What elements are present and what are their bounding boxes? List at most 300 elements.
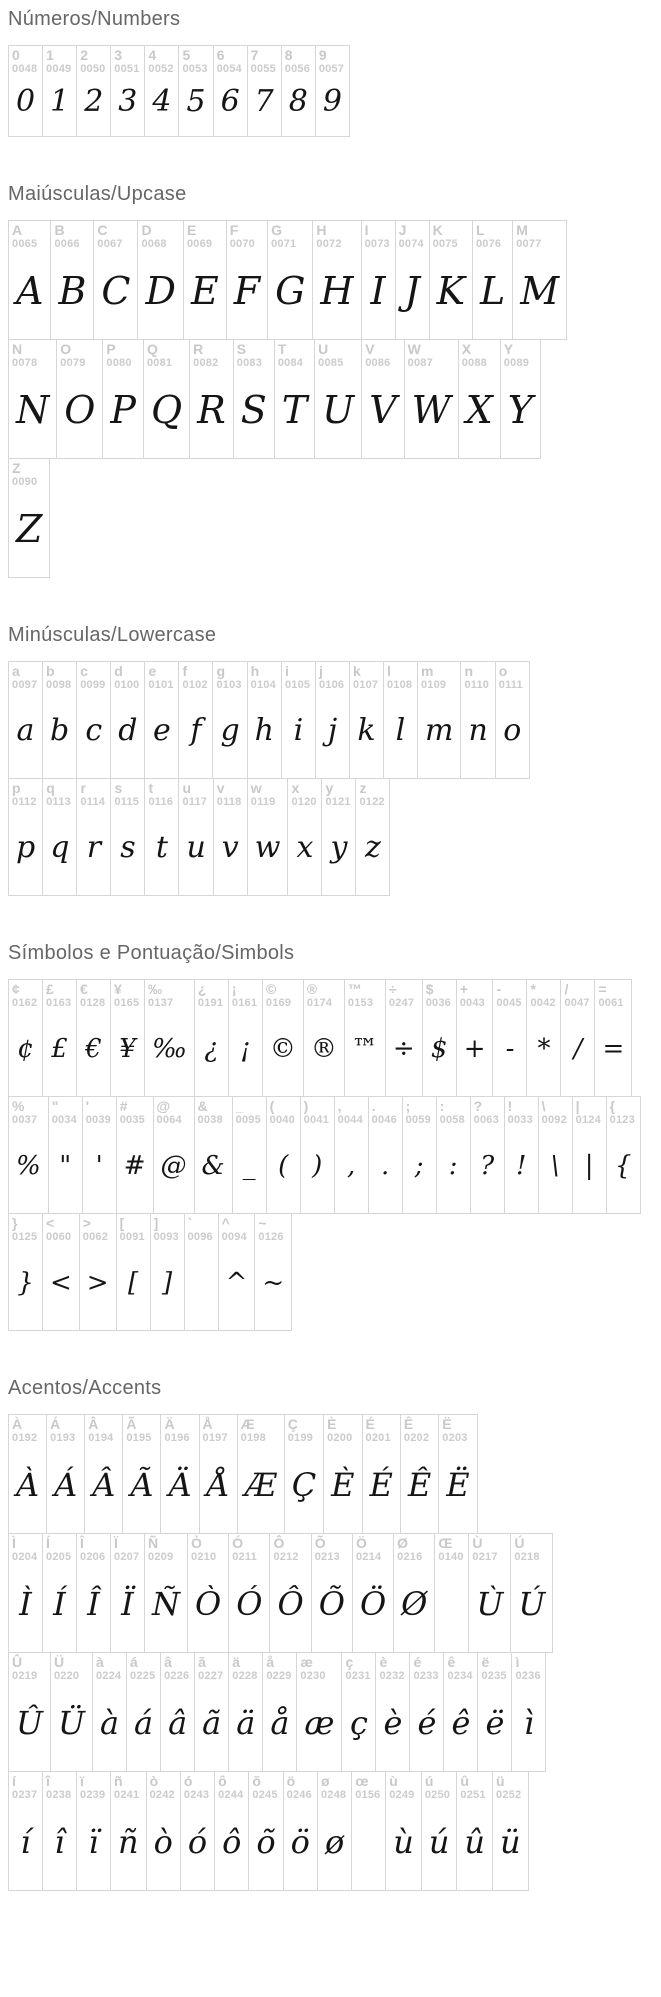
glyph-cell <box>315 661 350 779</box>
cell-unicode-label: 0061 <box>598 997 624 1010</box>
cell-unicode-label: 0124 <box>575 1114 601 1127</box>
cell-unicode-label: 0090 <box>12 476 38 489</box>
glyph-section-accents <box>8 1377 657 1891</box>
cell-unicode-label: 0123 <box>609 1114 635 1127</box>
cell-glyph: ; <box>414 1150 424 1181</box>
glyph-cell <box>247 45 282 137</box>
glyph-cell <box>341 1652 376 1772</box>
cell-char-label: ` <box>187 1215 193 1231</box>
cell-header <box>335 1097 368 1127</box>
cell-char-label: y <box>325 780 334 796</box>
cell-char-label: z <box>359 780 367 796</box>
glyph-cell <box>199 1414 238 1534</box>
glyph-cell <box>214 1771 249 1891</box>
cell-header <box>77 980 110 1010</box>
glyph-cell <box>8 1533 43 1653</box>
cell-header <box>9 459 49 489</box>
glyph-table <box>8 220 657 578</box>
cell-glyph: A <box>16 268 44 313</box>
cell-header <box>473 221 512 251</box>
cell-char-label: ® <box>306 981 318 997</box>
cell-header <box>324 1415 361 1445</box>
glyph-cell <box>184 1213 219 1331</box>
cell-header <box>511 1534 552 1564</box>
cell-char-label: k <box>352 663 361 679</box>
cell-unicode-label: 0060 <box>46 1231 72 1244</box>
cell-unicode-label: 0126 <box>258 1231 284 1244</box>
cell-glyph: V <box>369 387 397 432</box>
cell-glyph: Ò <box>195 1584 222 1623</box>
cell-glyph: . <box>381 1150 390 1181</box>
glyph-row <box>8 979 657 1097</box>
glyph-cell <box>417 661 461 779</box>
cell-glyph: j <box>327 713 338 749</box>
glyph-cell <box>48 1096 83 1214</box>
glyph-cell <box>187 1533 229 1653</box>
cell-char-label: c <box>80 663 89 679</box>
section-title: Números/Numbers <box>8 8 181 30</box>
cell-header <box>154 1097 194 1127</box>
cell-char-label: 6 <box>216 47 225 63</box>
cell-glyph: F <box>233 268 261 313</box>
cell-unicode-label: 0128 <box>80 997 106 1010</box>
glyph-cell <box>76 45 111 137</box>
glyph-cell <box>468 1533 511 1653</box>
cell-unicode-label: 0203 <box>442 1432 468 1445</box>
cell-header <box>147 1772 180 1802</box>
cell-unicode-label: 0231 <box>345 1670 371 1683</box>
cell-unicode-label: 0214 <box>355 1551 382 1564</box>
cell-unicode-label: 0251 <box>460 1789 486 1802</box>
glyph-cell <box>504 1096 539 1214</box>
cell-glyph: Û <box>16 1703 43 1742</box>
cell-header <box>342 1653 375 1683</box>
cell-glyph: £ <box>51 1033 68 1064</box>
cell-char-label: A <box>12 222 23 238</box>
glyph-cell <box>269 1533 311 1653</box>
glyph-cell <box>8 1213 43 1331</box>
cell-header <box>418 662 460 692</box>
cell-glyph: Ü <box>57 1703 85 1742</box>
glyph-row <box>8 45 657 137</box>
cell-char-label: 3 <box>114 47 123 63</box>
cell-header <box>422 1772 457 1802</box>
cell-header <box>77 662 110 692</box>
cell-char-label: Œ <box>438 1535 453 1551</box>
cell-char-label: n <box>464 663 473 679</box>
cell-char-label: å <box>266 1654 275 1670</box>
cell-char-label: I <box>364 222 369 238</box>
cell-header <box>94 221 137 251</box>
cell-glyph: M <box>520 268 560 313</box>
glyph-cell <box>76 661 111 779</box>
glyph-cell <box>262 979 304 1097</box>
cell-glyph: ! <box>515 1150 527 1181</box>
cell-char-label: . <box>371 1098 376 1114</box>
glyph-row <box>8 1533 657 1653</box>
cell-unicode-label: 0236 <box>515 1670 541 1683</box>
cell-char-label: $ <box>425 981 434 997</box>
cell-char-label: Ô <box>273 1535 285 1551</box>
glyph-cell <box>247 661 282 779</box>
cell-header <box>43 1772 76 1802</box>
cell-header <box>352 1772 385 1802</box>
glyph-cell <box>50 220 94 340</box>
glyph-cell <box>213 778 248 896</box>
cell-glyph: Ê <box>407 1465 432 1504</box>
cell-header <box>145 980 194 1010</box>
glyph-cell <box>284 1414 324 1534</box>
cell-unicode-label: 0194 <box>88 1432 114 1445</box>
cell-glyph: / <box>573 1033 583 1064</box>
cell-header <box>396 221 429 251</box>
cell-header <box>51 1653 92 1683</box>
glyph-cell <box>395 220 430 340</box>
cell-char-label: ù <box>389 1773 398 1789</box>
cell-header <box>285 1415 323 1445</box>
cell-glyph: S <box>240 387 267 432</box>
cell-unicode-label: 0062 <box>82 1231 109 1244</box>
glyph-cell <box>93 220 138 340</box>
cell-char-label: ^ <box>221 1215 230 1231</box>
cell-header <box>43 46 76 76</box>
cell-char-label: Û <box>12 1654 23 1670</box>
cell-header <box>301 1097 334 1127</box>
cell-glyph: Ã <box>130 1465 154 1504</box>
glyph-cell <box>402 1096 437 1214</box>
glyph-cell <box>122 1414 161 1534</box>
cell-char-label: h <box>250 663 260 679</box>
glyph-cell <box>178 778 213 896</box>
cell-char-label: [ <box>119 1215 125 1231</box>
glyph-cell <box>194 1652 229 1772</box>
cell-unicode-label: 0091 <box>119 1231 145 1244</box>
cell-unicode-label: 0108 <box>386 679 413 692</box>
cell-glyph: # <box>123 1150 146 1181</box>
cell-header <box>195 1097 232 1127</box>
cell-glyph: B <box>58 268 87 313</box>
cell-char-label: u <box>182 780 191 796</box>
cell-glyph: ) <box>312 1150 323 1181</box>
cell-glyph: Ú <box>518 1584 546 1623</box>
cell-header <box>539 1097 572 1127</box>
cell-header <box>117 1097 153 1127</box>
cell-glyph: Ñ <box>152 1584 180 1623</box>
cell-unicode-label: 0232 <box>379 1670 405 1683</box>
cell-glyph: * <box>537 1033 551 1064</box>
glyph-cell <box>349 661 384 779</box>
glyph-cell <box>400 1414 439 1534</box>
cell-header <box>457 980 493 1010</box>
cell-glyph: å <box>270 1703 290 1742</box>
cell-char-label: Ù <box>472 1535 483 1551</box>
cell-header <box>312 1534 352 1564</box>
glyph-cell <box>375 1652 410 1772</box>
cell-unicode-label: 0086 <box>365 357 391 370</box>
cell-header <box>179 662 212 692</box>
cell-char-label: M <box>516 222 528 238</box>
glyph-cell <box>296 1652 342 1772</box>
glyph-cell <box>8 661 43 779</box>
cell-header <box>57 340 102 370</box>
cell-glyph: Ï <box>121 1584 134 1623</box>
cell-char-label: ' <box>85 1098 90 1114</box>
cell-glyph: K <box>436 268 465 313</box>
cell-unicode-label: 0056 <box>284 63 311 76</box>
glyph-cell <box>180 1771 215 1891</box>
glyph-cell <box>606 1096 641 1214</box>
cell-unicode-label: 0195 <box>126 1432 152 1445</box>
glyph-cell <box>429 220 473 340</box>
cell-unicode-label: 0230 <box>300 1670 326 1683</box>
cell-glyph: ù <box>393 1822 414 1861</box>
cell-unicode-label: 0246 <box>286 1789 312 1802</box>
cell-glyph: L <box>479 268 506 313</box>
cell-header <box>127 1653 160 1683</box>
cell-glyph: T <box>281 387 308 432</box>
cell-glyph: C <box>101 268 131 313</box>
glyph-table <box>8 1414 657 1891</box>
section-title: Minúsculas/Lowercase <box>8 624 217 646</box>
cell-header <box>248 779 288 809</box>
cell-header <box>304 980 344 1010</box>
glyph-cell <box>213 45 248 137</box>
cell-unicode-label: 0161 <box>231 997 258 1010</box>
cell-char-label: D <box>141 222 152 238</box>
cell-glyph: 7 <box>254 84 274 120</box>
glyph-cell <box>160 1652 195 1772</box>
cell-unicode-label: 0245 <box>252 1789 278 1802</box>
cell-glyph: o <box>503 713 522 749</box>
cell-glyph: p <box>16 830 36 866</box>
cell-glyph: D <box>145 268 176 313</box>
glyph-cell <box>116 1213 151 1331</box>
cell-glyph: v <box>221 830 239 866</box>
cell-header <box>9 1534 42 1564</box>
cell-unicode-label: 0069 <box>186 238 213 251</box>
cell-char-label: © <box>265 981 277 997</box>
cell-glyph: Q <box>150 387 183 432</box>
cell-header <box>313 221 360 251</box>
cell-char-label: ü <box>496 1773 505 1789</box>
cell-unicode-label: 0044 <box>337 1114 363 1127</box>
cell-unicode-label: 0193 <box>50 1432 76 1445</box>
cell-unicode-label: 0092 <box>541 1114 567 1127</box>
cell-header <box>9 980 42 1010</box>
glyph-cell <box>110 45 145 137</box>
cell-unicode-label: 0122 <box>359 796 385 809</box>
cell-char-label: | <box>575 1098 580 1114</box>
glyph-table <box>8 45 657 137</box>
glyph-cell <box>178 661 213 779</box>
cell-glyph: m <box>424 713 454 749</box>
cell-glyph: X <box>465 387 493 432</box>
cell-header <box>77 46 110 76</box>
glyph-cell <box>443 1652 478 1772</box>
cell-glyph: U <box>322 387 355 432</box>
cell-char-label: Ì <box>12 1535 16 1551</box>
cell-unicode-label: 0156 <box>355 1789 381 1802</box>
cell-unicode-label: 0109 <box>420 679 447 692</box>
cell-unicode-label: 0082 <box>193 357 219 370</box>
cell-unicode-label: 0211 <box>232 1551 257 1564</box>
cell-char-label: t <box>148 780 154 796</box>
cell-unicode-label: 0100 <box>114 679 140 692</box>
cell-glyph: \ <box>550 1150 560 1181</box>
cell-header <box>138 221 182 251</box>
cell-char-label: ö <box>286 1773 296 1789</box>
cell-header <box>83 1097 116 1127</box>
cell-glyph: Â <box>92 1465 116 1504</box>
cell-header <box>561 980 594 1010</box>
cell-char-label: w <box>250 780 262 796</box>
glyph-cell <box>144 45 179 137</box>
cell-header <box>362 221 395 251</box>
cell-glyph: - <box>505 1033 515 1064</box>
cell-char-label: á <box>130 1654 138 1670</box>
glyph-section-numbers <box>8 8 657 137</box>
cell-header <box>322 779 355 809</box>
cell-unicode-label: 0110 <box>464 679 490 692</box>
cell-glyph: H <box>320 268 354 313</box>
cell-header <box>607 1097 640 1127</box>
cell-glyph: ú <box>428 1822 450 1861</box>
glyph-table <box>8 661 657 896</box>
glyph-cell <box>212 661 247 779</box>
glyph-cell <box>42 661 77 779</box>
cell-header <box>85 1415 122 1445</box>
cell-unicode-label: 0249 <box>389 1789 415 1802</box>
cell-char-label: V <box>365 341 375 357</box>
cell-glyph: d <box>118 713 138 749</box>
glyph-cell <box>311 1533 353 1653</box>
glyph-cell <box>317 1771 352 1891</box>
cell-unicode-label: 0033 <box>507 1114 533 1127</box>
cell-glyph: Õ <box>318 1584 345 1623</box>
cell-char-label: â <box>164 1654 172 1670</box>
cell-glyph: 4 <box>152 84 172 120</box>
cell-char-label: Ø <box>397 1535 409 1551</box>
cell-header <box>444 1653 477 1683</box>
cell-unicode-label: 0205 <box>46 1551 72 1564</box>
cell-unicode-label: 0140 <box>438 1551 464 1564</box>
cell-char-label: Ò <box>191 1535 202 1551</box>
cell-glyph: Í <box>53 1584 66 1623</box>
cell-unicode-label: 0227 <box>198 1670 224 1683</box>
cell-char-label: E <box>186 222 197 238</box>
cell-unicode-label: 0196 <box>164 1432 190 1445</box>
glyph-cell <box>84 1414 123 1534</box>
cell-header <box>353 1534 393 1564</box>
cell-char-label: e <box>148 663 157 679</box>
cell-char-label: Í <box>46 1535 50 1551</box>
cell-unicode-label: 0054 <box>216 63 242 76</box>
cell-header <box>267 1097 300 1127</box>
cell-char-label: ! <box>507 1098 513 1114</box>
cell-glyph: _ <box>242 1150 256 1181</box>
cell-header <box>195 1653 228 1683</box>
cell-header <box>229 1534 269 1564</box>
cell-unicode-label: 0093 <box>153 1231 179 1244</box>
cell-header <box>145 779 178 809</box>
cell-char-label: Å <box>202 1416 213 1432</box>
cell-glyph: $ <box>430 1033 448 1064</box>
glyph-cell <box>110 778 145 896</box>
cell-header <box>457 1772 492 1802</box>
glyph-cell <box>361 220 396 340</box>
glyph-cell <box>8 979 43 1097</box>
cell-char-label: s <box>114 780 123 796</box>
cell-unicode-label: 0064 <box>156 1114 182 1127</box>
cell-glyph: x <box>296 830 314 866</box>
cell-char-label: æ <box>300 1654 313 1670</box>
cell-header <box>219 1214 255 1244</box>
cell-glyph: b <box>50 713 70 749</box>
cell-header <box>469 1534 510 1564</box>
cell-header <box>103 340 143 370</box>
cell-unicode-label: 0206 <box>80 1551 106 1564</box>
cell-header <box>213 662 246 692</box>
glyph-cell <box>312 220 361 340</box>
cell-char-label: r <box>80 780 86 796</box>
glyph-cell <box>42 1771 77 1891</box>
cell-unicode-label: 0049 <box>46 63 72 76</box>
cell-char-label: Æ <box>240 1416 255 1432</box>
cell-glyph: I <box>370 268 386 313</box>
cell-glyph: z <box>365 830 381 866</box>
cell-unicode-label: 0097 <box>12 679 38 692</box>
cell-char-label: ú <box>424 1773 434 1789</box>
cell-header <box>496 662 529 692</box>
cell-char-label: g <box>216 663 225 679</box>
cell-unicode-label: 0197 <box>202 1432 228 1445</box>
glyph-cell <box>143 339 190 459</box>
cell-header <box>369 1097 402 1127</box>
cell-header <box>9 46 42 76</box>
cell-unicode-label: 0104 <box>250 679 276 692</box>
glyph-cell <box>393 1533 435 1653</box>
cell-char-label: ì <box>515 1654 520 1670</box>
cell-unicode-label: 0202 <box>403 1432 430 1445</box>
cell-glyph: ò <box>153 1822 173 1861</box>
cell-unicode-label: 0058 <box>439 1114 465 1127</box>
glyph-cell <box>300 1096 335 1214</box>
cell-char-label: * <box>530 981 536 997</box>
cell-char-label: X <box>461 341 472 357</box>
cell-unicode-label: 0209 <box>148 1551 174 1564</box>
cell-glyph: â <box>168 1703 188 1742</box>
cell-header <box>77 1534 110 1564</box>
cell-header <box>268 221 312 251</box>
cell-header <box>151 1214 184 1244</box>
glyph-cell <box>495 661 530 779</box>
cell-glyph: ó <box>187 1822 208 1861</box>
cell-glyph: ® <box>310 1033 337 1064</box>
cell-header <box>493 980 526 1010</box>
cell-header <box>363 1415 400 1445</box>
cell-unicode-label: 0077 <box>516 238 542 251</box>
cell-header <box>190 340 233 370</box>
glyph-cell <box>183 220 227 340</box>
cell-unicode-label: 0118 <box>216 796 242 809</box>
cell-unicode-label: 0229 <box>266 1670 292 1683</box>
glyph-cell <box>228 1533 270 1653</box>
cell-unicode-label: 0080 <box>106 357 132 370</box>
cell-glyph: Ó <box>236 1584 263 1623</box>
cell-char-label: m <box>420 663 434 679</box>
cell-header <box>77 1772 110 1802</box>
cell-glyph: ¢ <box>17 1033 34 1064</box>
